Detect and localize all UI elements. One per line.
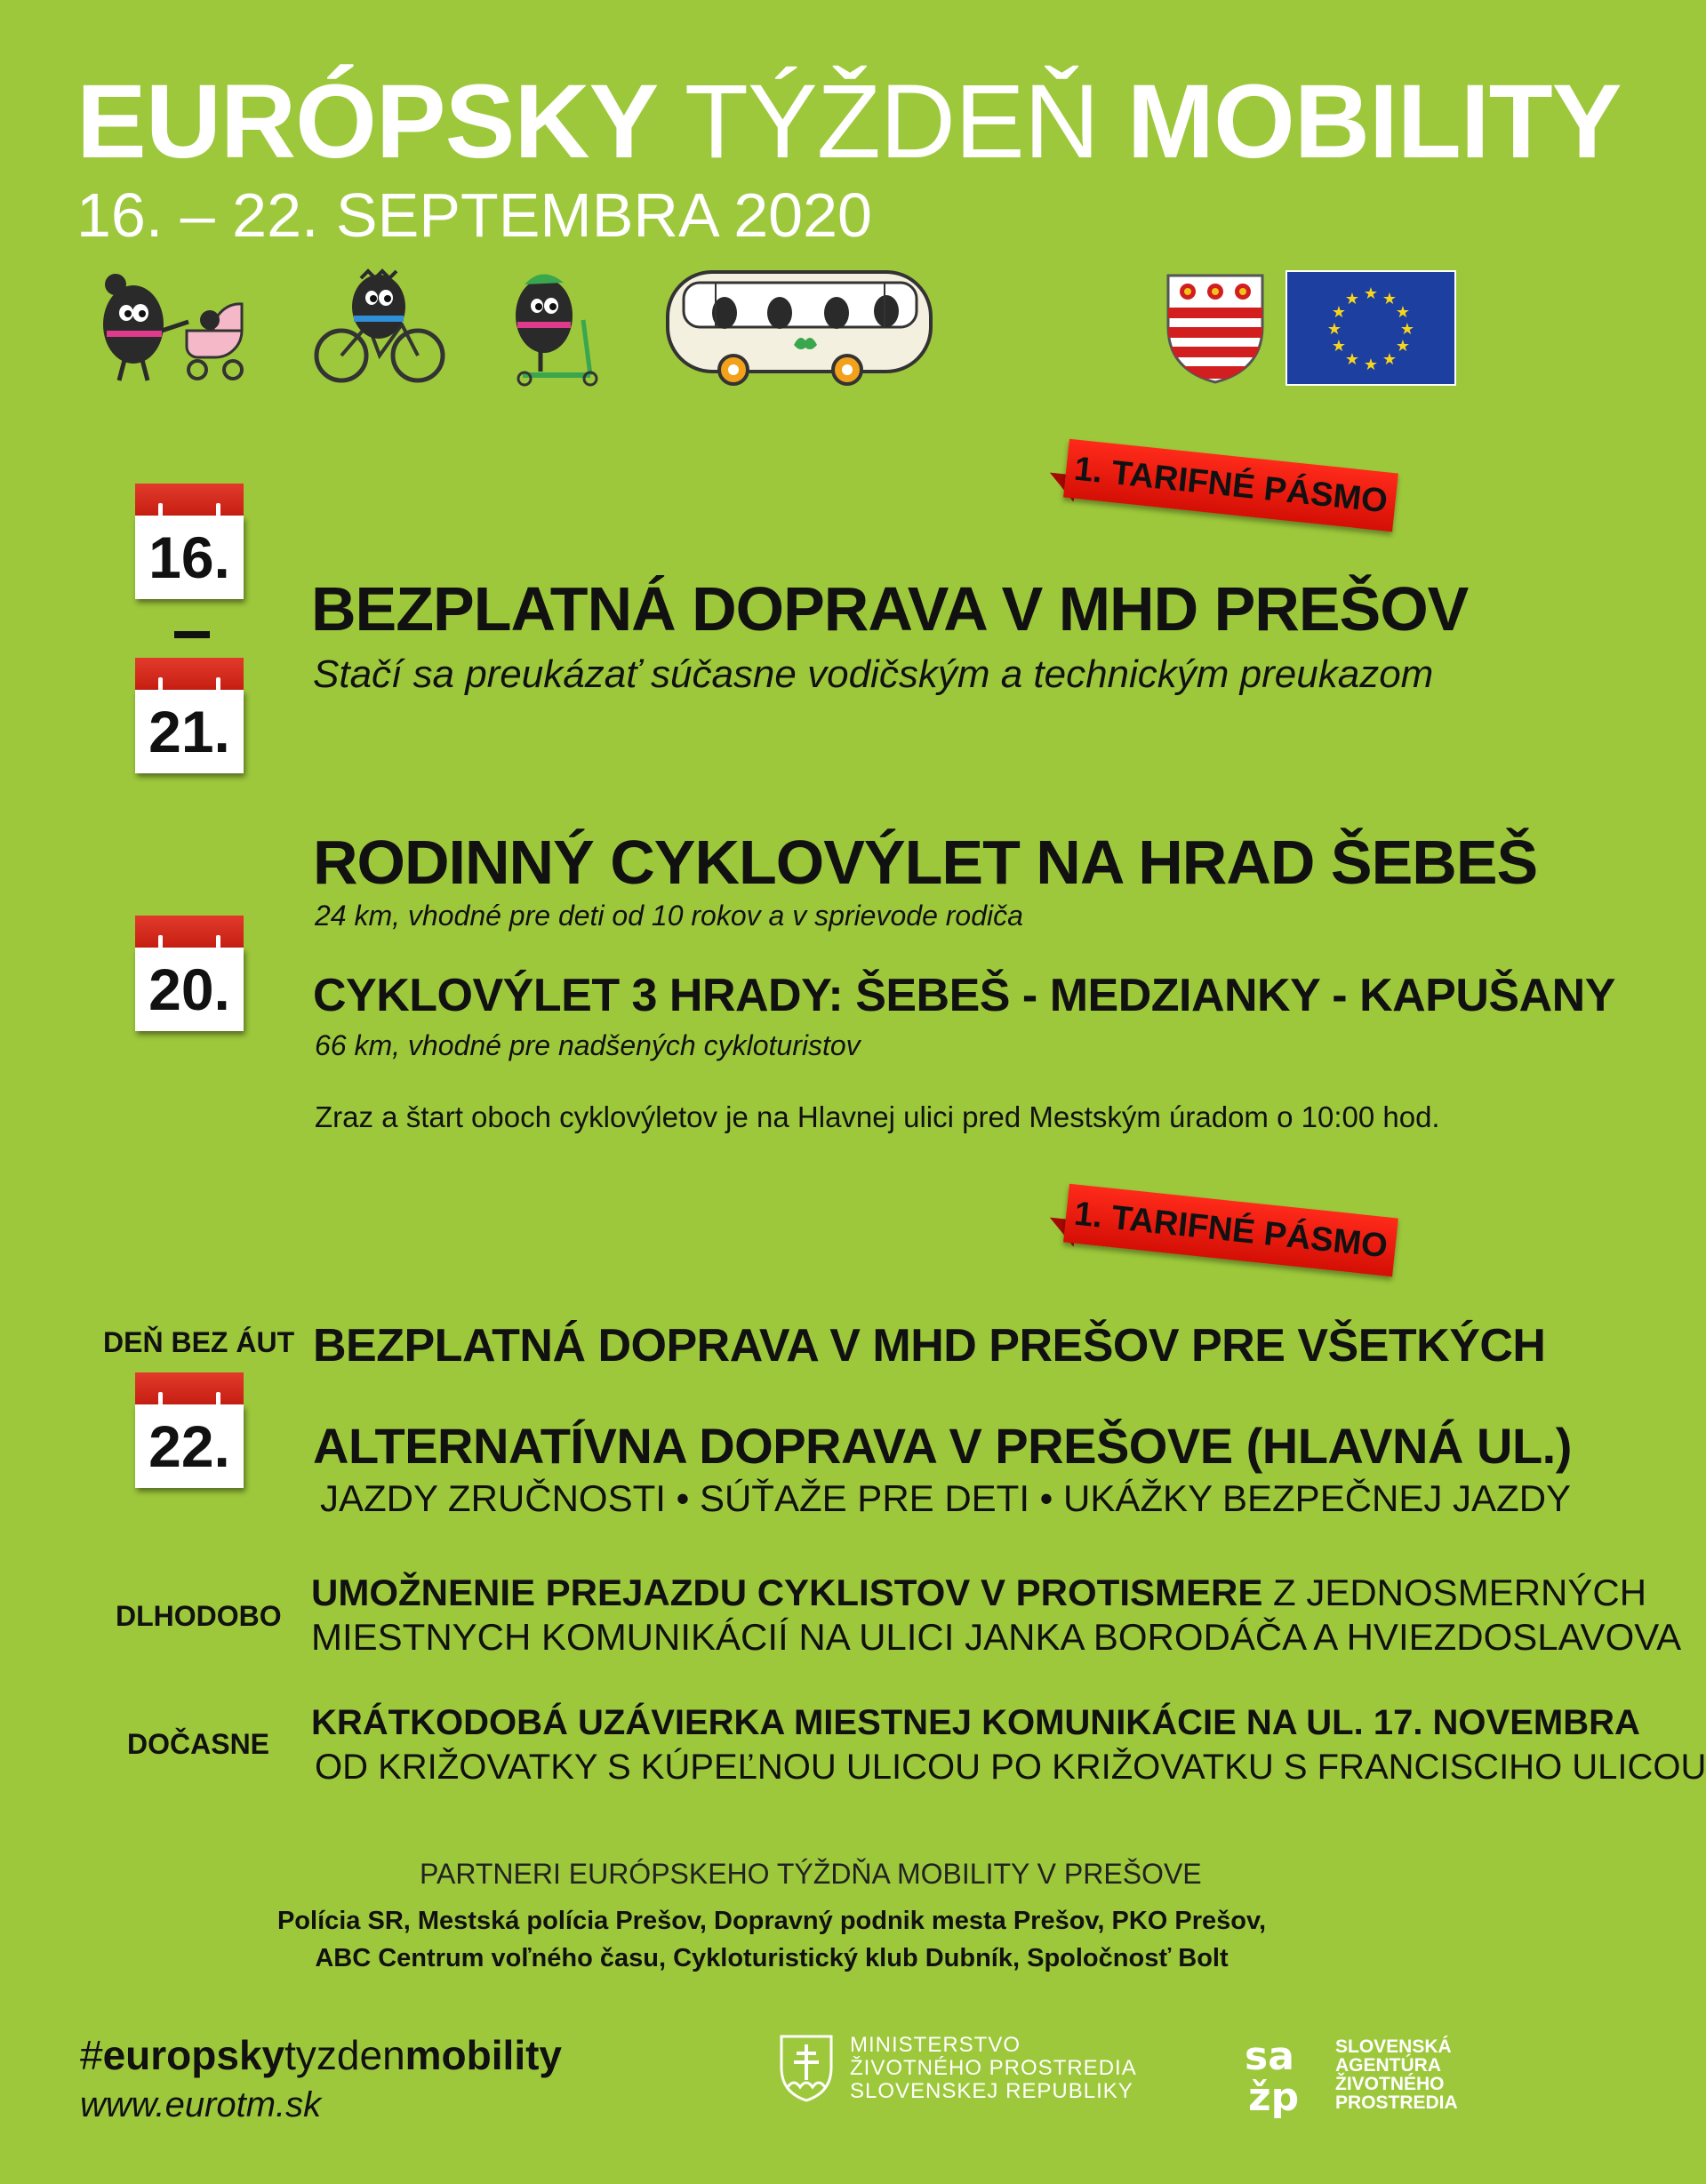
poster-title: EURÓPSKY TÝŽDEŇ MOBILITY bbox=[76, 63, 1622, 180]
temporary-line1: KRÁTKODOBÁ UZÁVIERKA MIESTNEJ KOMUNIKÁCIE NA UL. 17. NOVEMBRA bbox=[311, 1703, 1640, 1742]
alternative-transport-heading: ALTERNATÍVNA DOPRAVA V PREŠOVE (HLAVNÁ UL.) bbox=[313, 1418, 1572, 1474]
mother-with-stroller-icon bbox=[89, 267, 258, 387]
free-transport-note: Stačí sa preukázať súčasne vodičským a technickým preukazom bbox=[313, 652, 1434, 696]
svg-text:★: ★ bbox=[1395, 303, 1411, 322]
svg-text:sa: sa bbox=[1245, 2034, 1294, 2079]
eu-flag-icon bbox=[1286, 270, 1456, 386]
svg-text:★: ★ bbox=[1331, 337, 1347, 356]
free-transport-all-heading: BEZPLATNÁ DOPRAVA V MHD PREŠOV PRE VŠETKÝCH bbox=[313, 1320, 1546, 1372]
family-ride-heading: RODINNÝ CYKLOVÝLET NA HRAD ŠEBEŠ bbox=[313, 828, 1538, 897]
family-ride-details: 24 km, vhodné pre deti od 10 rokov a v sprievode rodiča bbox=[315, 900, 1023, 932]
calendar-day-16: 16. bbox=[135, 484, 244, 599]
three-castles-details: 66 km, vhodné pre nadšených cykloturistov bbox=[315, 1029, 861, 1061]
calendar-day-22: 22. bbox=[135, 1372, 244, 1488]
sazp-logo-icon bbox=[1243, 2034, 1326, 2120]
tariff-ribbon-2: 1. TARIFNÉ PÁSMO bbox=[1046, 1182, 1398, 1285]
car-free-day-label: DEŇ BEZ ÁUT bbox=[103, 1326, 295, 1358]
svg-text:žp: žp bbox=[1248, 2075, 1300, 2120]
scooter-rider-icon bbox=[505, 267, 603, 387]
partners-heading: PARTNERI EURÓPSKEHO TÝŽDŇA MOBILITY V PREŠOVE bbox=[420, 1858, 1202, 1890]
agency-name: SLOVENSKÁ AGENTÚRA ŽIVOTNÉHO PROSTREDIA bbox=[1335, 2036, 1458, 2113]
activities-list: JAZDY ZRUČNOSTI • SÚŤAŽE PRE DETI • UKÁŽKY BEZPEČNEJ JAZDY bbox=[320, 1477, 1572, 1519]
temporary-line2: OD KRIŽOVATKY S KÚPEĽNOU ULICOU PO KRIŽOVATKU S FRANCISCIHO ULICOU bbox=[315, 1748, 1706, 1787]
ministry-name: MINISTERSTVO ŽIVOTNÉHO PROSTREDIA SLOVENSKEJ REPUBLIKY bbox=[850, 2033, 1137, 2103]
date-range-dash bbox=[174, 631, 210, 638]
free-transport-heading: BEZPLATNÁ DOPRAVA V MHD PREŠOV bbox=[311, 574, 1469, 644]
svg-text:★: ★ bbox=[1382, 290, 1398, 308]
tariff-ribbon-1: 1. TARIFNÉ PÁSMO bbox=[1046, 437, 1398, 540]
svg-text:★: ★ bbox=[1399, 320, 1415, 339]
svg-text:★: ★ bbox=[1344, 290, 1360, 308]
svg-text:★: ★ bbox=[1326, 320, 1342, 339]
bus-icon bbox=[662, 267, 938, 387]
partners-list: Polícia SR, Mestská polícia Prešov, Dopravný podnik mesta Prešov, PKO Prešov, ABC Centrum voľného času, Cykloturistický klub Dubník, Spoločnosť Bolt bbox=[276, 1907, 1267, 1972]
long-term-line1: UMOŽNENIE PREJAZDU CYKLISTOV V PROTISMERE Z JEDNOSMERNÝCH bbox=[311, 1572, 1647, 1613]
svg-text:★: ★ bbox=[1363, 284, 1379, 303]
long-term-label: DLHODOBO bbox=[116, 1600, 282, 1632]
svg-text:★: ★ bbox=[1344, 350, 1360, 369]
campaign-url[interactable]: www.eurotm.sk bbox=[80, 2085, 322, 2124]
svg-text:★: ★ bbox=[1363, 356, 1379, 374]
three-castles-heading: CYKLOVÝLET 3 HRADY: ŠEBEŠ - MEDZIANKY - KAPUŠANY bbox=[313, 970, 1615, 1021]
meeting-point-note: Zraz a štart oboch cyklovýletov je na Hlavnej ulici pred Mestským úradom o 10:00 hod. bbox=[315, 1100, 1440, 1133]
svg-text:★: ★ bbox=[1331, 303, 1347, 322]
svg-text:★: ★ bbox=[1395, 337, 1411, 356]
calendar-day-20: 20. bbox=[135, 916, 244, 1031]
long-term-line2: MIESTNYCH KOMUNIKÁCIÍ NA ULICI JANKA BORODÁČA A HVIEZDOSLAVOVA bbox=[311, 1616, 1682, 1658]
svg-text:★: ★ bbox=[1382, 350, 1398, 369]
campaign-hashtag: #europskytyzdenmobility bbox=[80, 2032, 562, 2078]
cyclist-icon bbox=[313, 271, 446, 387]
temporary-label: DOČASNE bbox=[127, 1728, 270, 1760]
presov-coat-of-arms-icon bbox=[1165, 272, 1266, 386]
slovak-coat-of-arms-icon bbox=[779, 2034, 834, 2103]
calendar-day-21: 21. bbox=[135, 658, 244, 773]
poster-dates: 16. – 22. SEPTEMBRA 2020 bbox=[76, 180, 872, 250]
